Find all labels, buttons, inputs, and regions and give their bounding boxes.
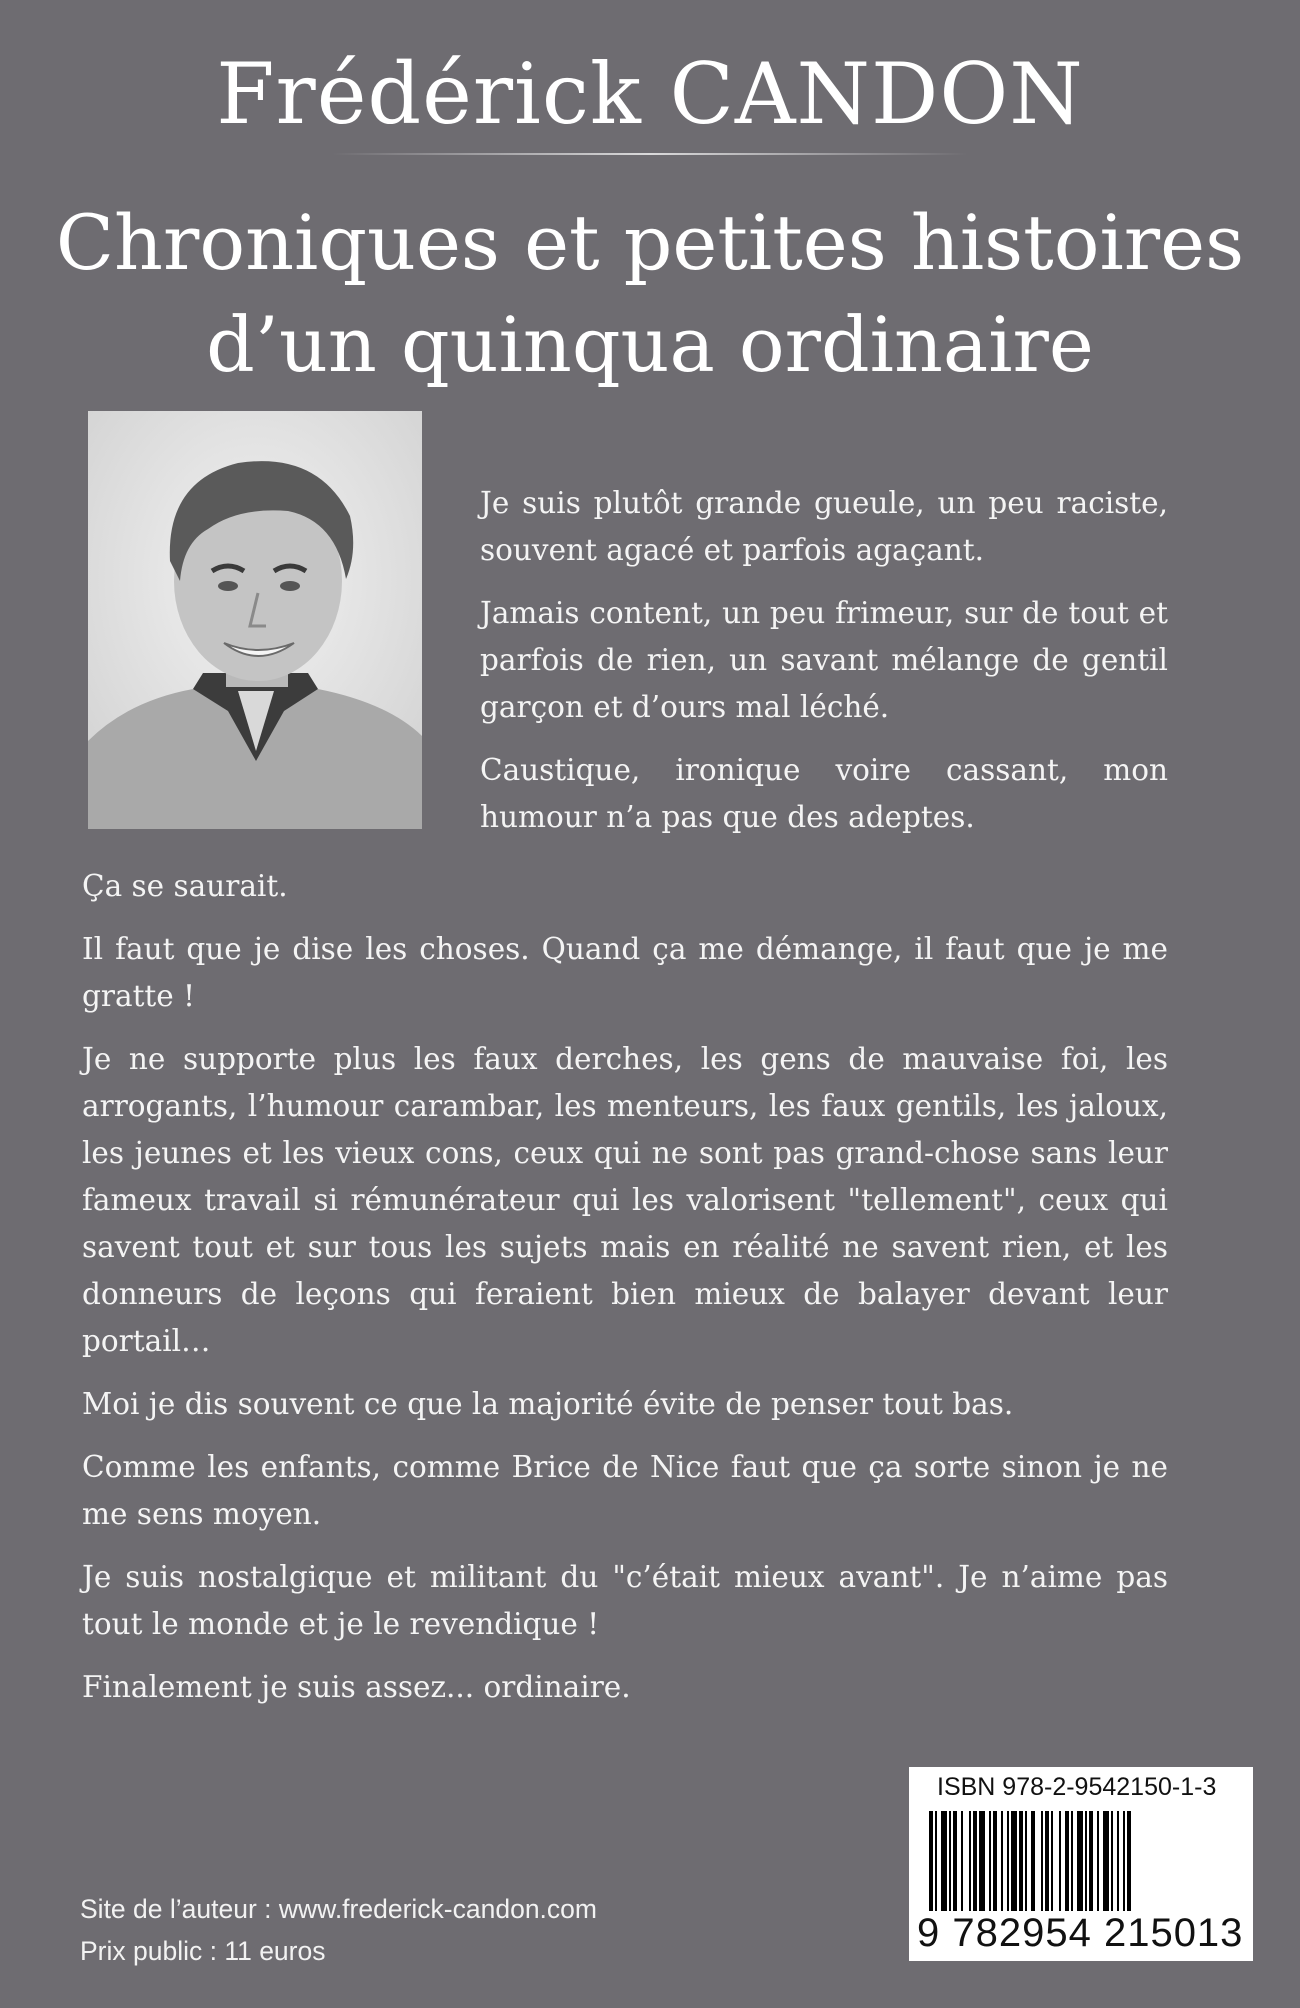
- barcode-bar: [1077, 1811, 1083, 1911]
- lead-paragraph: Caustique, ironique voire cassant, mon humour n’a pas que des adeptes.: [480, 753, 1168, 834]
- barcode-bar: [1111, 1811, 1113, 1911]
- barcode-bar: [1071, 1811, 1073, 1911]
- book-title: [0, 192, 1300, 396]
- barcode-bars-icon: [929, 1811, 1233, 1911]
- barcode-bar: [1127, 1811, 1131, 1911]
- barcode-bar: [1045, 1811, 1049, 1911]
- barcode-bar: [1001, 1811, 1003, 1911]
- barcode-bar: [1123, 1811, 1125, 1911]
- barcode-bar: [1007, 1811, 1009, 1911]
- lead-paragraph: Jamais content, un peu frimeur, sur de tout et parfois de rien, un savant mélange de gentil garçon et d’ours mal léché.: [480, 596, 1168, 724]
- barcode-bar: [1097, 1811, 1099, 1911]
- author-photo: [88, 411, 422, 829]
- lead-text: [480, 480, 1168, 857]
- barcode-bar: [1011, 1811, 1017, 1911]
- body-paragraph: Il faut que je dise les choses. Quand ça me démange, il faut que je me gratte !: [82, 932, 1168, 1013]
- author-name: Frédérick CANDON: [216, 45, 1084, 143]
- title-line-2: d’un quinqua ordinaire: [206, 300, 1094, 389]
- author-website: Site de l’auteur : www.frederick-candon.com: [80, 1894, 597, 1924]
- barcode-bar: [1041, 1811, 1043, 1911]
- body-paragraph: Comme les enfants, comme Brice de Nice faut que ça sorte sinon je ne me sens moyen.: [82, 1450, 1168, 1531]
- barcode-bar: [953, 1811, 957, 1911]
- body-paragraph: Je ne supporte plus les faux derches, les gens de mauvaise foi, les arrogants, l’humour carambar, les menteurs, les faux gentils, les jaloux, les jeunes et les vieux cons, ceux qui ne sont pas grand-chose sans leur fameux travail si rémunérateur qui les valorisent "tellement", ceux qui savent tout et sur tous les sujets mais en réalité ne savent rien, et les donneurs de leçons qui feraient bien mieux de balayer devant leur portail…: [82, 1042, 1168, 1358]
- isbn-label: ISBN 978-2-9542150-1-3: [937, 1773, 1217, 1801]
- barcode-bar: [1051, 1811, 1053, 1911]
- footer-info: [80, 1888, 597, 1972]
- barcode-bar: [973, 1811, 977, 1911]
- barcode-bar: [993, 1811, 997, 1911]
- barcode-bar: [1117, 1811, 1119, 1911]
- barcode-bar: [949, 1811, 951, 1911]
- body-paragraph: Je suis nostalgique et militant du "c’était mieux avant". Je n’aime pas tout le monde et je le revendique !: [82, 1560, 1168, 1641]
- barcode-bar: [1089, 1811, 1093, 1911]
- barcode-bar: [979, 1811, 985, 1911]
- barcode-bar: [1085, 1811, 1087, 1911]
- lead-paragraph: Je suis plutôt grande gueule, un peu raciste, souvent agacé et parfois agaçant.: [480, 486, 1168, 567]
- barcode-bar: [941, 1811, 947, 1911]
- barcode-bar: [1019, 1811, 1023, 1911]
- ean-number: 9 782954 215013: [917, 1911, 1244, 1955]
- barcode-bar: [1059, 1811, 1061, 1911]
- body-paragraph: Finalement je suis assez... ordinaire.: [82, 1670, 631, 1704]
- title-divider: [332, 153, 968, 155]
- barcode-bar: [929, 1811, 933, 1911]
- barcode-bar: [1065, 1811, 1069, 1911]
- body-text: [82, 863, 1168, 1727]
- barcode-bar: [1031, 1811, 1035, 1911]
- title-line-1: Chroniques et petites histoires: [55, 198, 1245, 287]
- isbn-barcode: [909, 1767, 1253, 1961]
- barcode-bar: [1025, 1811, 1027, 1911]
- body-paragraph: Ça se saurait.: [82, 869, 288, 903]
- barcode-bar: [989, 1811, 991, 1911]
- barcode-bar: [961, 1811, 963, 1911]
- body-paragraph: Moi je dis souvent ce que la majorité évite de penser tout bas.: [82, 1387, 1014, 1421]
- barcode-bar: [969, 1811, 971, 1911]
- public-price: Prix public : 11 euros: [80, 1936, 326, 1966]
- barcode-bar: [935, 1811, 937, 1911]
- barcode-bar: [1103, 1811, 1109, 1911]
